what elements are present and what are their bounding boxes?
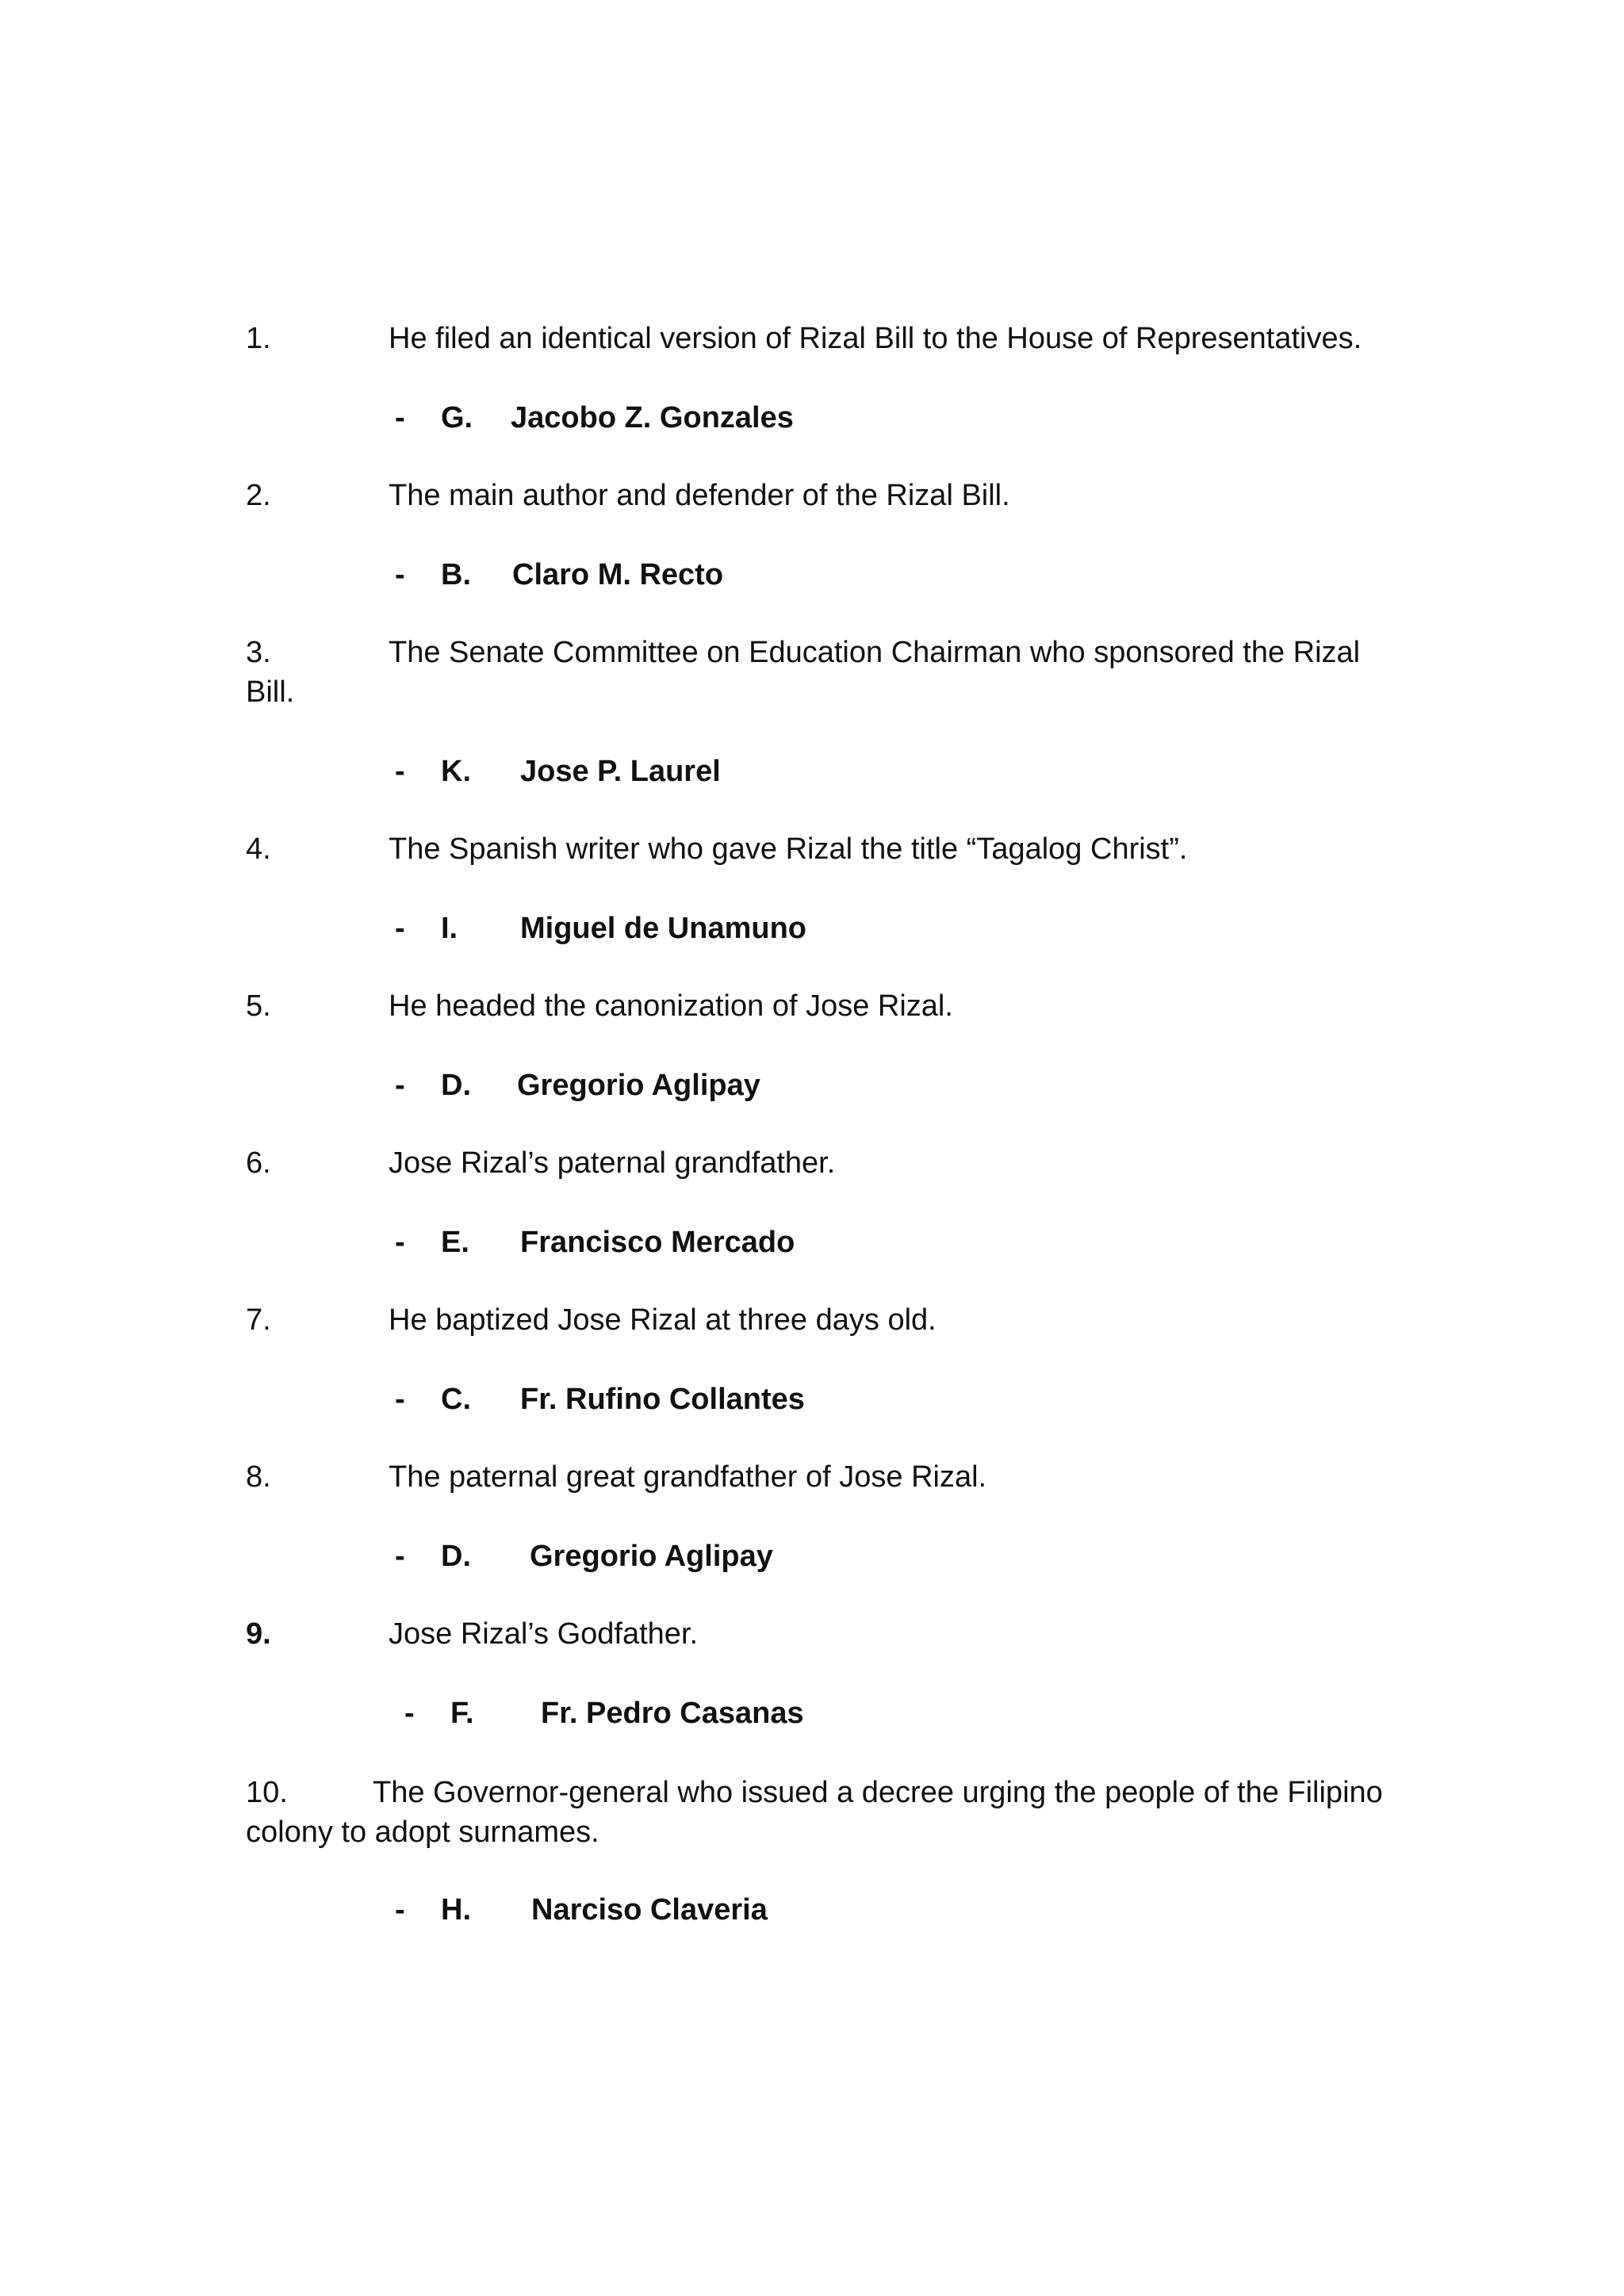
answer-letter: D. — [441, 1069, 471, 1102]
question-number: 8. — [246, 1460, 271, 1494]
answer-letter: H. — [441, 1893, 471, 1927]
answer-letter: C. — [441, 1383, 471, 1416]
question-2 — [246, 476, 1396, 515]
question-number: 9. — [246, 1617, 271, 1651]
answer-name: Gregorio Aglipay — [530, 1540, 773, 1573]
question-4 — [246, 829, 1396, 869]
question-text: He filed an identical version of Rizal Bill to the House of Representatives. — [389, 322, 1362, 355]
answer-dash: - — [395, 1540, 405, 1573]
answer-dash: - — [395, 912, 405, 945]
question-text: The Senate Committee on Education Chairman who sponsored the Rizal Bill. — [246, 636, 1361, 709]
question-number: 3. — [246, 636, 271, 669]
answer-name: Francisco Mercado — [520, 1226, 795, 1259]
answer-dash: - — [395, 1383, 405, 1416]
answer-dash: - — [395, 1226, 405, 1259]
answer-name: Fr. Pedro Casanas — [541, 1697, 804, 1730]
question-number: 10. — [246, 1776, 288, 1809]
question-text: Jose Rizal’s paternal grandfather. — [389, 1146, 836, 1180]
question-number: 2. — [246, 479, 271, 512]
question-number: 5. — [246, 989, 271, 1023]
answer-name: Claro M. Recto — [512, 558, 724, 591]
question-1 — [246, 319, 1396, 358]
answer-dash: - — [395, 1893, 405, 1927]
answer-letter: E. — [441, 1226, 469, 1259]
answer-name: Fr. Rufino Collantes — [520, 1383, 805, 1416]
question-text: He headed the canonization of Jose Rizal. — [389, 989, 953, 1023]
answer-name: Jose P. Laurel — [520, 755, 721, 788]
question-7 — [246, 1300, 1396, 1340]
question-3 — [246, 633, 1396, 712]
question-text: Jose Rizal’s Godfather. — [389, 1617, 699, 1651]
question-number: 6. — [246, 1146, 271, 1180]
question-text: The main author and defender of the Rizal Bill. — [389, 479, 1010, 512]
answer-letter: K. — [441, 755, 471, 788]
answer-name: Gregorio Aglipay — [517, 1069, 760, 1102]
question-9 — [246, 1614, 1396, 1654]
question-number: 4. — [246, 832, 271, 866]
question-text: He baptized Jose Rizal at three days old. — [389, 1303, 936, 1337]
question-5 — [246, 986, 1396, 1026]
question-8 — [246, 1457, 1396, 1497]
question-text: The paternal great grandfather of Jose Rizal. — [389, 1460, 987, 1494]
question-10 — [246, 1773, 1396, 1852]
answer-name: Miguel de Unamuno — [520, 912, 806, 945]
answer-name: Jacobo Z. Gonzales — [511, 401, 794, 434]
answer-dash: - — [395, 558, 405, 591]
answer-letter: I. — [441, 912, 458, 945]
question-6 — [246, 1143, 1396, 1183]
answer-letter: F. — [450, 1697, 474, 1730]
question-text: The Governor-general who issued a decree urging the people of the Filipino colony to adopt surnames. — [246, 1776, 1383, 1849]
answer-letter: B. — [441, 558, 471, 591]
answer-name: Narciso Claveria — [531, 1893, 768, 1927]
answer-dash: - — [404, 1697, 415, 1730]
question-number: 7. — [246, 1303, 271, 1337]
answer-letter: D. — [441, 1540, 471, 1573]
answer-letter: G. — [441, 401, 473, 434]
answer-dash: - — [395, 401, 405, 434]
question-text: The Spanish writer who gave Rizal the title “Tagalog Christ”. — [389, 832, 1188, 866]
answer-dash: - — [395, 1069, 405, 1102]
question-number: 1. — [246, 322, 271, 355]
answer-dash: - — [395, 755, 405, 788]
